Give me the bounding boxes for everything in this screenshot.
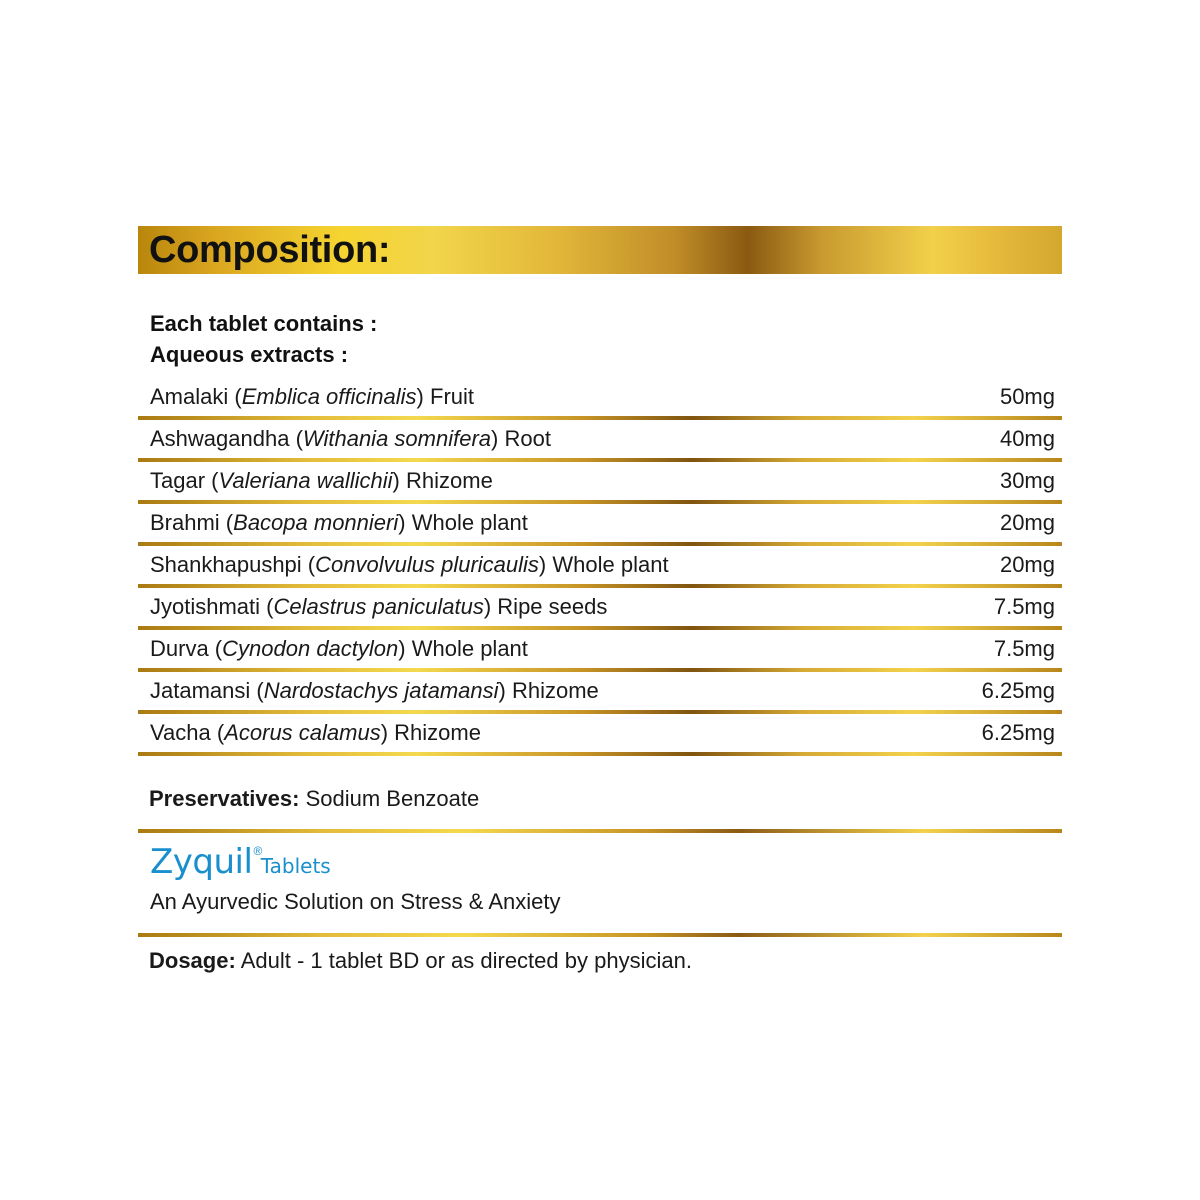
ingredient-common-name: Brahmi <box>150 510 220 535</box>
ingredient-row <box>138 672 1062 714</box>
ingredient-plant-part: Root <box>504 426 551 451</box>
ingredient-common-name: Amalaki <box>150 384 229 409</box>
ingredient-name: Ashwagandha (Withania somnifera) Root <box>150 426 551 451</box>
registered-mark: ® <box>253 844 263 858</box>
ingredient-row <box>138 420 1062 462</box>
ingredient-row <box>138 588 1062 630</box>
intro-block <box>150 308 377 370</box>
ingredient-dose: 20mg <box>999 510 1055 535</box>
ingredient-row <box>138 462 1062 504</box>
ingredient-plant-part: Whole plant <box>411 636 528 661</box>
ingredient-dose: 7.5mg <box>993 636 1055 661</box>
ingredient-row <box>138 714 1062 756</box>
preservatives-value: Sodium Benzoate <box>305 786 480 811</box>
dosage-label: Dosage: <box>149 948 236 973</box>
ingredient-name: Amalaki (Emblica officinalis) Fruit <box>150 384 474 409</box>
ingredient-plant-part: Whole plant <box>411 510 528 535</box>
ingredient-dose: 7.5mg <box>993 594 1055 619</box>
row-divider <box>138 752 1062 756</box>
ingredient-botanical-name: Emblica officinalis <box>241 384 417 409</box>
each-tablet-heading: Each tablet contains : <box>150 311 378 336</box>
ingredients-table <box>138 378 1062 756</box>
ingredient-dose: 30mg <box>999 468 1055 493</box>
aqueous-extracts-heading: Aqueous extracts : <box>150 342 349 367</box>
composition-header-bar <box>138 226 1062 274</box>
divider-rule <box>138 829 1062 833</box>
ingredient-name: Brahmi (Bacopa monnieri) Whole plant <box>150 510 528 535</box>
ingredient-name: Jatamansi (Nardostachys jatamansi) Rhizome <box>150 678 599 703</box>
ingredient-plant-part: Whole plant <box>552 552 669 577</box>
ingredient-row <box>138 546 1062 588</box>
ingredient-name: Durva (Cynodon dactylon) Whole plant <box>150 636 528 661</box>
ingredient-botanical-name: Withania somnifera <box>302 426 492 451</box>
ingredient-common-name: Ashwagandha <box>150 426 290 451</box>
ingredient-row <box>138 378 1062 420</box>
composition-title: Composition: <box>149 229 391 271</box>
ingredient-common-name: Shankhapushpi <box>150 552 302 577</box>
ingredient-botanical-name: Nardostachys jatamansi <box>263 678 499 703</box>
ingredient-common-name: Durva <box>150 636 209 661</box>
preservatives-label: Preservatives: <box>149 786 300 811</box>
preservatives-line <box>149 785 479 813</box>
ingredient-botanical-name: Cynodon dactylon <box>222 636 399 661</box>
ingredient-row <box>138 504 1062 546</box>
ingredient-name: Jyotishmati (Celastrus paniculatus) Ripe seeds <box>150 594 608 619</box>
ingredient-botanical-name: Bacopa monnieri <box>233 510 399 535</box>
ingredient-dose: 20mg <box>999 552 1055 577</box>
ingredient-common-name: Jatamansi <box>150 678 251 703</box>
ingredient-botanical-name: Valeriana wallichii <box>218 468 393 493</box>
dosage-value: Adult - 1 tablet BD or as directed by physician. <box>240 948 692 973</box>
brand-name: Zyquil <box>150 842 253 882</box>
dosage-line <box>149 947 692 975</box>
ingredient-dose: 6.25mg <box>981 720 1055 745</box>
ingredient-common-name: Tagar <box>150 468 206 493</box>
ingredient-plant-part: Rhizome <box>406 468 493 493</box>
ingredient-plant-part: Rhizome <box>511 678 599 703</box>
divider-rule <box>138 933 1062 937</box>
ingredient-plant-part: Ripe seeds <box>497 594 608 619</box>
brand-form: Tablets <box>260 854 331 878</box>
ingredient-dose: 50mg <box>999 384 1055 409</box>
ingredient-name: Tagar (Valeriana wallichii) Rhizome <box>150 468 493 493</box>
ingredient-dose: 40mg <box>999 426 1055 451</box>
ingredient-row <box>138 630 1062 672</box>
brand-logo <box>150 842 331 882</box>
ingredient-common-name: Jyotishmati <box>150 594 261 619</box>
ingredient-plant-part: Rhizome <box>394 720 481 745</box>
ingredient-name: Vacha (Acorus calamus) Rhizome <box>150 720 481 745</box>
ingredient-name: Shankhapushpi (Convolvulus pluricaulis) Whole plant <box>150 552 669 577</box>
brand-tagline: An Ayurvedic Solution on Stress & Anxiety <box>150 889 561 914</box>
ingredient-dose: 6.25mg <box>981 678 1055 703</box>
ingredient-botanical-name: Convolvulus pluricaulis <box>315 552 539 577</box>
ingredient-botanical-name: Celastrus paniculatus <box>273 594 484 619</box>
ingredient-common-name: Vacha <box>150 720 211 745</box>
ingredient-botanical-name: Acorus calamus <box>224 720 381 745</box>
ingredient-plant-part: Fruit <box>430 384 474 409</box>
